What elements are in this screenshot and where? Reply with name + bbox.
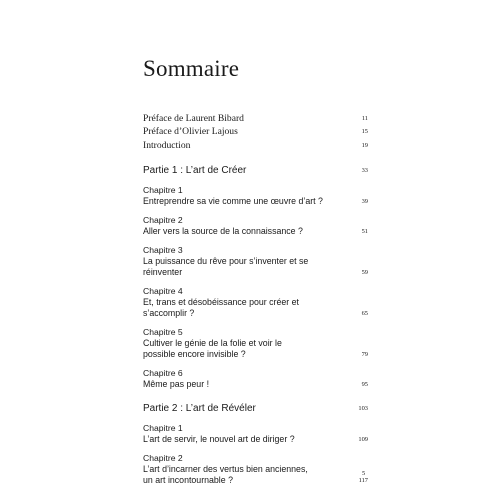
- chapter-title: L’art de servir, le nouvel art de diriger ?: [143, 433, 295, 444]
- chapter-title: La puissance du rêve pour s’inventer et se réinventer: [143, 255, 309, 277]
- part-page: 33: [361, 166, 368, 174]
- toc-entry-title: Préface d’Olivier Lajous: [143, 126, 238, 137]
- front-matter-list: [143, 111, 368, 152]
- chapter-label: Chapitre 2: [143, 214, 183, 225]
- toc-entry-page: 11: [361, 114, 368, 122]
- chapter-label: Chapitre 4: [143, 285, 183, 296]
- chapter-page: 79: [361, 350, 368, 358]
- chapter-entry: [143, 245, 368, 278]
- chapter-entry: [143, 327, 368, 360]
- part-heading: [143, 402, 368, 415]
- chapter-title: Entreprendre sa vie comme une œuvre d’art ?: [143, 195, 323, 206]
- part-page: 103: [358, 404, 368, 412]
- part-title: Partie 1 : L’art de Créer: [143, 164, 247, 176]
- chapter-page: 95: [361, 380, 368, 388]
- chapter-label: Chapitre 5: [143, 326, 183, 337]
- page-number: 5: [362, 470, 366, 477]
- chapter-label: Chapitre 6: [143, 367, 183, 378]
- chapter-page: 109: [358, 435, 368, 443]
- toc-entry: [143, 138, 368, 152]
- toc-entry-title: Préface de Laurent Bibard: [143, 112, 244, 124]
- chapter-page: 59: [361, 268, 368, 276]
- part-2: [143, 402, 368, 486]
- page-title: Sommaire: [143, 56, 240, 81]
- table-of-contents: [143, 111, 368, 486]
- chapter-page: 65: [361, 309, 368, 317]
- toc-entry: [143, 125, 368, 139]
- chapter-title: Aller vers la source de la connaissance ?: [143, 225, 303, 236]
- chapter-label: Chapitre 1: [143, 422, 183, 433]
- part-1: [143, 164, 368, 390]
- toc-entry: [143, 111, 368, 125]
- part-heading: [143, 164, 368, 177]
- chapter-entry: [143, 453, 368, 486]
- chapter-entry: [143, 368, 368, 390]
- chapter-title: L’art d’incarner des vertus bien anciennes, un art incontournable ?: [143, 463, 308, 485]
- part-title: Partie 2 : L’art de Révéler: [143, 402, 256, 414]
- toc-entry-page: 15: [361, 128, 368, 135]
- chapter-label: Chapitre 1: [143, 184, 183, 195]
- chapter-entry: [143, 215, 368, 237]
- chapter-title: Et, trans et désobéissance pour créer et s’accomplir ?: [143, 296, 299, 318]
- chapter-title: Même pas peur !: [143, 378, 210, 389]
- chapter-page: 51: [361, 227, 368, 235]
- chapter-label: Chapitre 3: [143, 244, 183, 255]
- chapter-title: Cultiver le génie de la folie et voir le possible encore invisible ?: [143, 337, 282, 359]
- chapter-page: 39: [361, 197, 368, 205]
- chapter-page: 117: [358, 476, 368, 484]
- toc-entry-title: Introduction: [143, 139, 191, 151]
- chapter-entry: [143, 423, 368, 445]
- chapter-entry: [143, 185, 368, 207]
- toc-entry-page: 19: [361, 141, 368, 149]
- chapter-label: Chapitre 2: [143, 452, 183, 463]
- chapter-entry: [143, 286, 368, 319]
